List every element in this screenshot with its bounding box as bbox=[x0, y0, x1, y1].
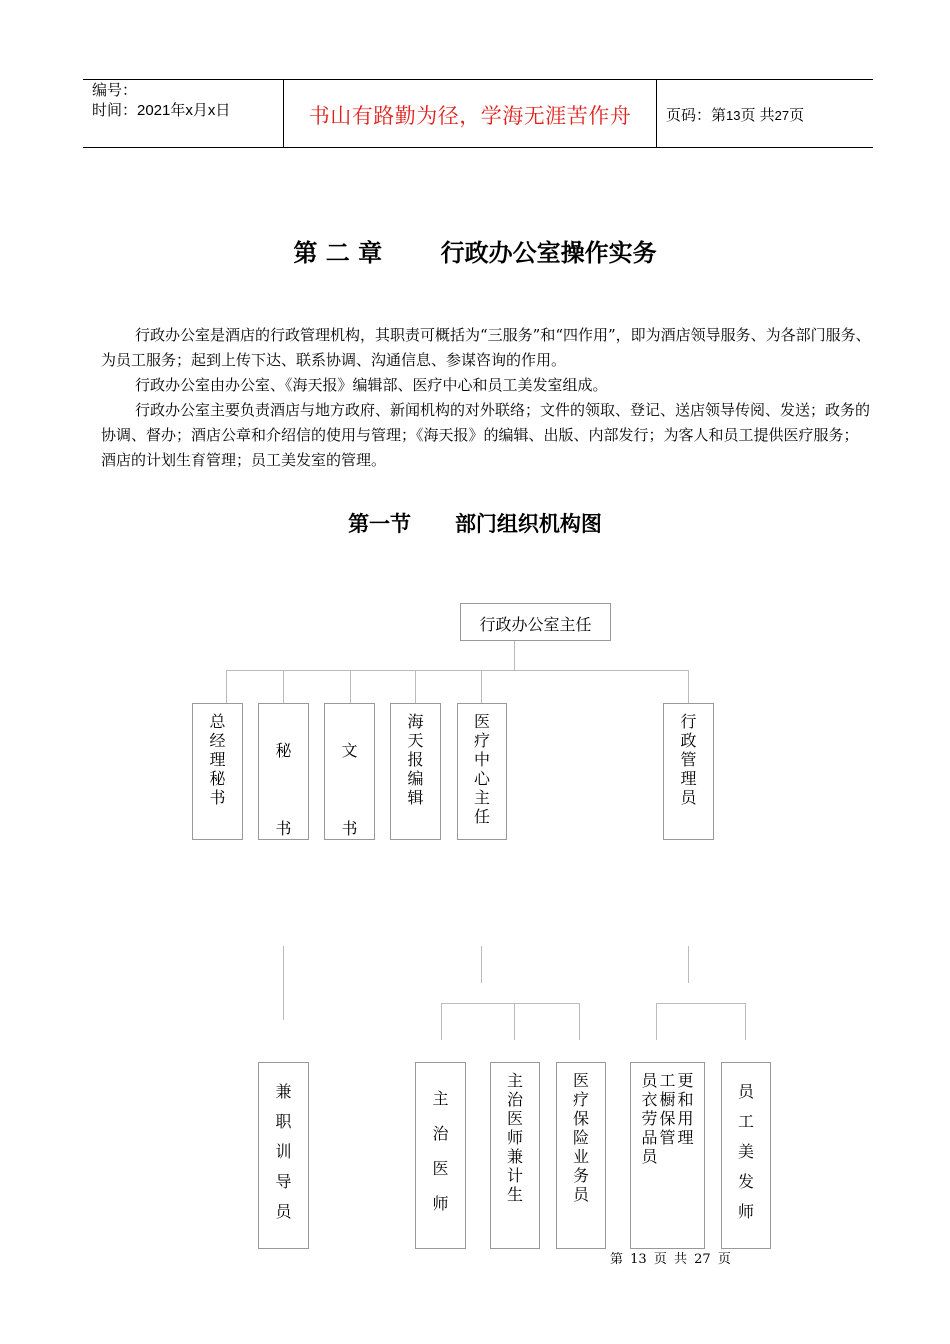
header-divider-2 bbox=[656, 79, 657, 147]
org-box-clerk bbox=[324, 703, 375, 840]
chapter-heading bbox=[0, 233, 950, 268]
org-label: 文书 bbox=[341, 741, 358, 838]
footer-prefix: 第 bbox=[610, 1252, 624, 1267]
header-bottom-rule bbox=[83, 147, 873, 148]
org-label: 医疗保险业务员 bbox=[572, 1071, 589, 1204]
connector bbox=[688, 670, 689, 703]
section-number: 第一节 bbox=[348, 512, 412, 536]
org-label: 主治医师兼计生 bbox=[506, 1071, 523, 1204]
org-label: 员工美发师 bbox=[737, 1082, 754, 1221]
chapter-number: 第 二 章 bbox=[293, 239, 383, 267]
connector bbox=[441, 1003, 442, 1040]
header-page-info bbox=[666, 104, 804, 125]
footer-current: 13 bbox=[630, 1252, 647, 1267]
chapter-title: 行政办公室操作实务 bbox=[440, 239, 657, 267]
header-motto: 书山有路勤为径，学海无涯苦作舟 bbox=[308, 104, 632, 128]
connector bbox=[656, 1003, 657, 1040]
connector bbox=[514, 641, 515, 670]
doc-number-label: 编号： bbox=[92, 82, 138, 99]
org-box-attending-physician bbox=[415, 1062, 466, 1249]
connector bbox=[745, 1003, 746, 1040]
org-root-label: 行政办公室主任 bbox=[479, 615, 592, 634]
footer-total: 27 bbox=[694, 1252, 711, 1267]
page-suffix: 页 bbox=[789, 107, 805, 124]
page-total: 27 bbox=[774, 108, 790, 123]
org-box-admin-manager bbox=[663, 703, 714, 840]
org-label: 主治医师 bbox=[432, 1089, 449, 1213]
footer-suffix: 页 bbox=[717, 1252, 731, 1267]
connector bbox=[481, 670, 482, 703]
connector bbox=[579, 1003, 580, 1040]
connector bbox=[441, 1003, 580, 1004]
org-box-newspaper-editor bbox=[390, 703, 441, 840]
org-box-part-time-trainer bbox=[258, 1062, 309, 1249]
connector bbox=[226, 670, 689, 671]
org-label: 兼职训导员 bbox=[275, 1082, 292, 1221]
org-label: 总经理秘书 bbox=[209, 712, 226, 807]
connector bbox=[656, 1003, 746, 1004]
connector bbox=[226, 670, 227, 703]
org-box-staff-hairdresser bbox=[721, 1062, 771, 1249]
org-label: 医疗中心主任 bbox=[473, 712, 490, 826]
org-box-locker-supplies-admin bbox=[630, 1062, 705, 1249]
connector bbox=[688, 946, 689, 983]
connector bbox=[481, 946, 482, 983]
section-title: 部门组织机构图 bbox=[454, 512, 602, 536]
org-box-general-manager-secretary bbox=[192, 703, 243, 840]
paragraph-1: 行政办公室是酒店的行政管理机构，其职责可概括为“三服务”和“四作用”，即为酒店领导服务、为各部门服务、为员工服务；起到上传下达、联系协调、沟通信息、参谋咨询的作用。 bbox=[101, 326, 871, 369]
org-box-secretary bbox=[258, 703, 309, 840]
org-root-box bbox=[460, 603, 611, 641]
org-label: 员工更衣橱和劳保用品管理员 bbox=[641, 1071, 694, 1166]
connector bbox=[283, 946, 284, 1020]
header-top-rule bbox=[83, 79, 873, 80]
section-heading bbox=[0, 508, 950, 538]
paragraph-3: 行政办公室主要负责酒店与地方政府、新闻机构的对外联络；文件的领取、登记、送店领导传阅、发送；政务的协调、督办；酒店公章和介绍信的使用与管理；《海天报》的编辑、出版、内部发行；为客人和员工提供医疗服务；酒店的计划生育管理；员工美发室的管理。 bbox=[101, 401, 871, 469]
connector bbox=[350, 670, 351, 703]
header-meta bbox=[92, 81, 230, 121]
page-mid: 页 共 bbox=[740, 107, 775, 124]
org-box-physician-family-planning bbox=[490, 1062, 540, 1249]
doc-time-label: 时间：2021年x月x日 bbox=[92, 102, 231, 119]
footer-mid: 页 共 bbox=[653, 1252, 687, 1267]
connector bbox=[415, 670, 416, 703]
org-label: 海天报编辑 bbox=[407, 712, 424, 807]
page-prefix: 页码：第 bbox=[666, 107, 727, 124]
paragraph-2: 行政办公室由办公室、《海天报》编辑部、医疗中心和员工美发室组成。 bbox=[135, 376, 608, 394]
connector bbox=[283, 670, 284, 703]
connector bbox=[514, 1003, 515, 1040]
org-box-medical-insurance-clerk bbox=[556, 1062, 606, 1249]
page-current: 13 bbox=[726, 108, 741, 123]
page-footer bbox=[610, 1248, 731, 1267]
org-label: 行政管理员 bbox=[680, 712, 697, 807]
org-label: 秘书 bbox=[275, 741, 292, 838]
org-box-medical-center-director bbox=[457, 703, 507, 840]
